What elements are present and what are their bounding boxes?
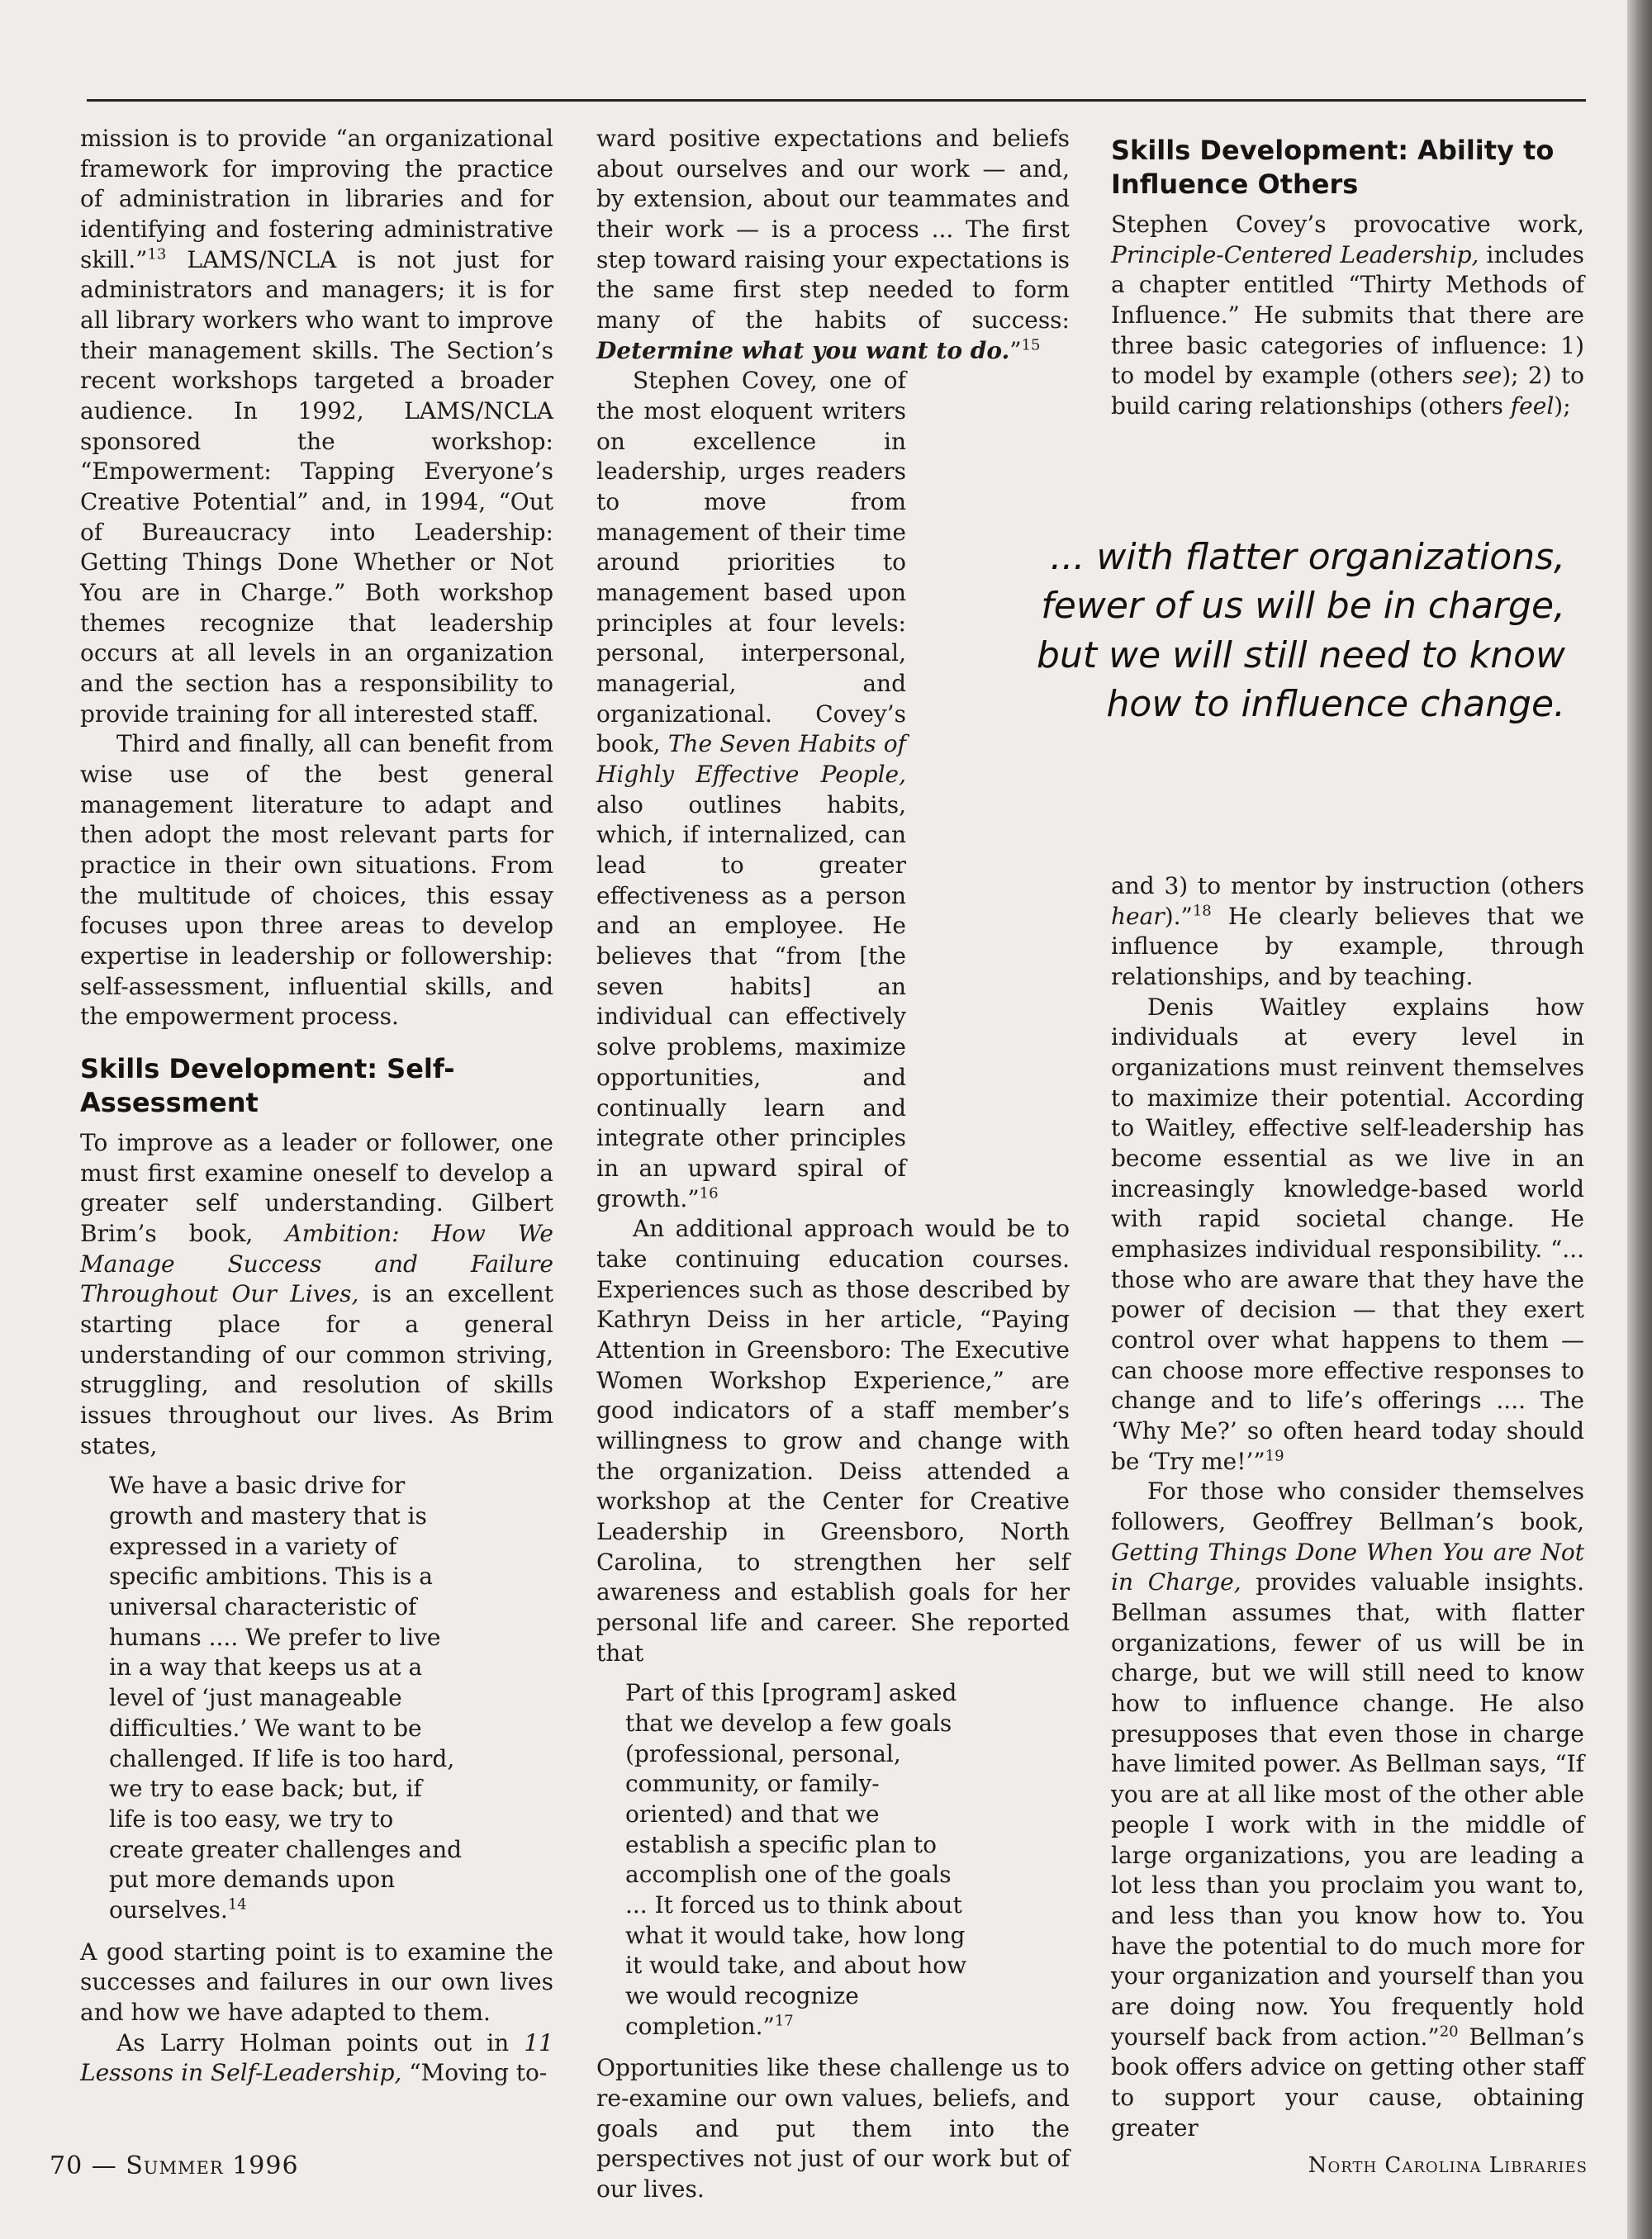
footer-journal-name: North Carolina Libraries [1308, 2153, 1588, 2178]
block-quote-deiss: Part of this [program] asked that we develop a few goals (professional, personal, community, or family-oriented) and that we establish a specific plan to accomplish one of the goals ... It forced us to think about what it would take, how long it would take, and about how we would recognize completion.”$^{17}$ [625, 1679, 967, 2040]
top-rule [87, 99, 1586, 102]
column-3-upper [1111, 124, 1584, 422]
paragraph: Third and finally, all can benefit from wise use of the best general management literature to adapt and then adopt the most relevant parts for practice in their own situations. From the multitude of choices, this essay focuses upon three areas to develop expertise in leadership or followership: self-assessment, influential skills, and the empowerment process. [80, 730, 553, 1031]
footer-page-info: 70 — Summer 1996 [50, 2151, 299, 2180]
column-3-lower [1111, 871, 1584, 2143]
paragraph: mission is to provide “an organizational framework for improving the practice of administration in libraries and for identifying and fostering administrative skill.”$^{13}$ LAMS/NCLA is not just for administrators and managers; it is for all library workers who want to improve their management skills. The Section’s recent workshops targeted a broader audience. In 1992, LAMS/NCLA sponsored the workshop: “Empowerment: Tapping Everyone’s Creative Potential” and, in 1994, “Out of Bureaucracy into Leadership: Getting Things Done Whether or Not You are in Charge.” Both workshop themes recognize that leadership occurs at all levels in an organization and the section has a responsibility to provide training for all interested staff. [80, 125, 553, 728]
block-quote-brim: We have a basic drive for growth and mastery that is expressed in a variety of specific ambitions. This is a universal characteristic of humans .... We prefer to live in a way that keeps us at a level of ‘just manageable difficulties.’ We want to be challenged. If life is too hard, we try to ease back; but, if life is too easy, we try to create greater challenges and put more demands upon ourselves.$^{14}$ [109, 1472, 463, 1924]
paragraph: Stephen Covey, one of the most eloquent writers on excellence in leadership, urges readers to move from management of their time around priorities to management based upon principles at four levels: personal, interpersonal, managerial, and organizational. Covey’s book, The Seven Habits of Highly Effective People, also outlines habits, which, if internalized, can lead to greater effectiveness as a person and an employee. He believes that “from [the seven habits] an individual can effectively solve problems, maximize opportunities, and continually learn and integrate other principles in an upward spiral of growth.”$^{16}$ [596, 367, 906, 1212]
paragraph: A good starting point is to examine the successes and failures in our own lives and how we have adapted to them. [80, 1938, 553, 2026]
section-heading-influence: Skills Development: Ability to Influence Others [1111, 135, 1555, 200]
paragraph: An additional approach would be to take continuing education courses. Experiences such as those described by Kathryn Deiss in her article, “Paying Attention in Greensboro: The Executive Women Workshop Experience,” are good indicators of a staff member’s willingness to grow and change with the organization. Deiss attended a workshop at the Center for Creative Leadership in Greensboro, North Carolina, to strengthen her self awareness and establish goals for her personal life and career. She reported that [596, 1215, 1070, 1667]
column-1 [80, 124, 553, 2089]
page-edge-shadow [1627, 0, 1652, 2239]
paragraph: Denis Waitley explains how individuals at every level in organizations must reinvent themselves to maximize their potential. According to Waitley, effective self-leadership has become essential as we live in an increasingly knowledge-based world with rapid societal change. He emphasizes individual responsibility. “... those who are aware that they have the power of decision — that they exert control over what happens to them — can choose more effective responses to change and to life’s offerings .... The ‘Why Me?’ so often heard today should be ‘Try me!’”$^{19}$ [1111, 993, 1584, 1475]
paragraph: ward positive expectations and beliefs about ourselves and our work — and, by extension, about our teammates and their work — is a process ... The first step toward raising your expectations is the same first step needed to form many of the habits of success: Determine what you want to do.”$^{15}$ [596, 125, 1070, 364]
paragraph: Stephen Covey’s provocative work, Principle-Centered Leadership, includes a chapter entitled “Thirty Methods of Influence.” He submits that there are three basic categories of influence: 1) to model by example (others see); 2) to build caring relationships (others feel); [1111, 210, 1585, 420]
paragraph: To improve as a leader or follower, one must first examine oneself to develop a greater self understanding. Gilbert Brim’s book, Ambition: How We Manage Success and Failure Throughout Our Lives, is an excellent starting place for a general understanding of our common striving, struggling, and resolution of skills issues throughout our lives. As Brim states, [80, 1129, 553, 1459]
pull-quote: ... with flatter organizations, fewer of us will be in charge, but we will still need to know how to influence change. [1037, 536, 1565, 726]
paragraph: As Larry Holman points out in 11 Lessons in Self-Leadership, “Moving to- [80, 2028, 553, 2087]
paragraph: Opportunities like these challenge us to re-examine our own values, beliefs, and goals and put them into the perspectives not just of our work but of our lives. [596, 2054, 1070, 2203]
section-heading-self-assessment: Skills Development: Self-Assessment [80, 1053, 455, 1119]
paragraph: and 3) to mentor by instruction (others hear).”$^{18}$ He clearly believes that we influence by example, through relationships, and by teaching. [1111, 872, 1584, 991]
column-2 [596, 124, 1070, 2205]
paragraph: For those who consider themselves followers, Geoffrey Bellman’s book, Getting Things Done When You are Not in Charge, provides valuable insights. Bellman assumes that, with flatter organizations, fewer of us will be in charge, but we will still need to know how to influence change. He also presupposes that even those in charge have limited power. As Bellman says, “If you are at all like most of the other able people I work with in the middle of large organizations, you are leading a lot less than you proclaim you want to, and less than you know how to. You have the potential to do much more for your organization and yourself than you are doing now. You frequently hold yourself back from action.”$^{20}$ Bellman’s book offers advice on getting other staff to support your cause, obtaining greater [1111, 1478, 1585, 2142]
